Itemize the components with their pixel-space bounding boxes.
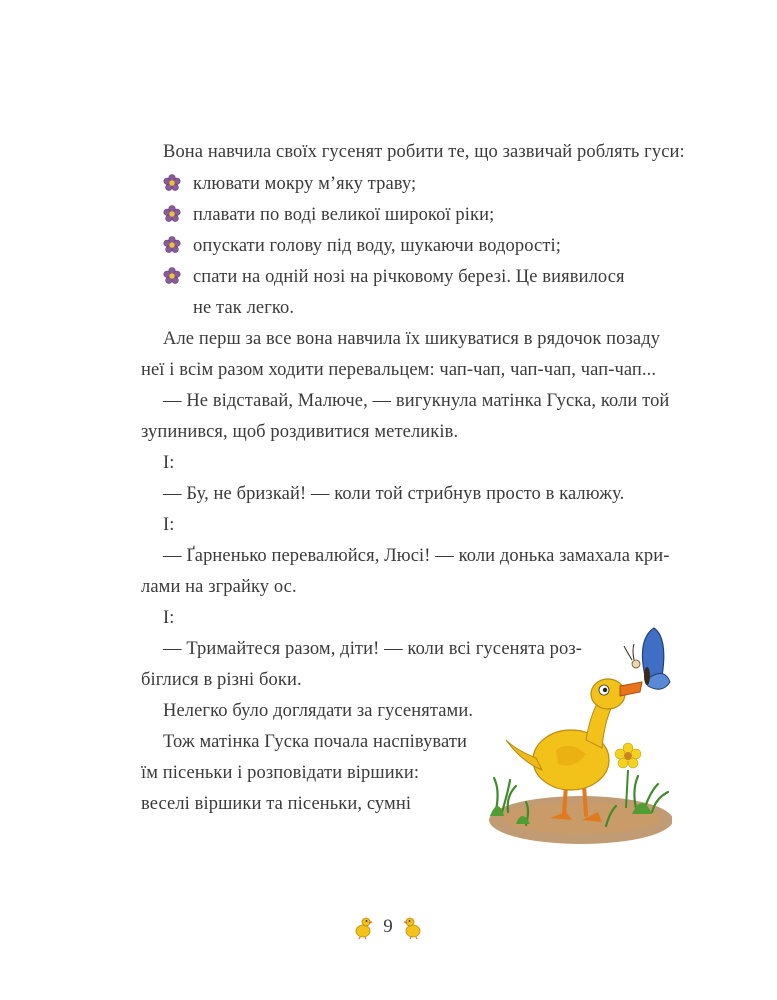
paragraph-line: — Не відставай, Малюче, — вигукнула матінка Гуска, коли той xyxy=(163,391,670,411)
paragraph-line: Але перш за все вона навчила їх шикуватися в рядочок позаду xyxy=(163,329,661,349)
paragraph-line: неї і всім разом ходити перевальцем: чап-чап, чап-чап, чап-чап... xyxy=(141,360,657,380)
purple-flower-icon xyxy=(163,236,181,254)
paragraph-line: біглися в різні боки. xyxy=(141,670,302,690)
purple-flower-icon xyxy=(163,267,181,285)
paragraph-line: І: xyxy=(163,453,175,473)
paragraph-line: веселі віршики та пісеньки, сумні xyxy=(141,794,412,814)
bullet-item: спати на одній нозі на річковому березі. Це виявилося xyxy=(193,267,625,287)
bullet-item: опускати голову під воду, шукаючи водорості; xyxy=(193,236,562,256)
bullet-item: клювати мокру м’яку траву; xyxy=(193,174,417,194)
purple-flower-icon xyxy=(163,205,181,223)
purple-flower-icon xyxy=(163,174,181,192)
paragraph-line: Тож матінка Гуска почала наспівувати xyxy=(163,732,468,752)
gosling-with-butterfly-illustration xyxy=(486,620,672,850)
bullet-item: плавати по воді великої широкої ріки; xyxy=(193,205,495,225)
paragraph-line: лами на зграйку ос. xyxy=(141,577,297,597)
paragraph-line: зупинився, щоб роздивитися метеликів. xyxy=(141,422,459,442)
paragraph-line: — Бу, не бризкай! — коли той стрибнув просто в калюжу. xyxy=(163,484,625,504)
paragraph-line: — Тримайтеся разом, діти! — коли всі гусенята роз- xyxy=(163,639,583,659)
paragraph-line: — Ґарненько перевалюйся, Люсі! — коли донька замахала кри- xyxy=(163,546,670,566)
paragraph-line: І: xyxy=(163,515,175,535)
paragraph-line: І: xyxy=(163,608,175,628)
gosling-icon xyxy=(402,914,422,940)
bullet-item-continuation: не так легко. xyxy=(193,298,295,318)
paragraph-line: їм пісеньки і розповідати віршики: xyxy=(141,763,420,783)
page-number: 9 xyxy=(383,916,393,937)
paragraph-line: Нелегко було доглядати за гусенятами. xyxy=(163,701,474,721)
intro-text: Вона навчила своїх гусенят робити те, що зазвичай роблять гуси: xyxy=(163,142,685,162)
